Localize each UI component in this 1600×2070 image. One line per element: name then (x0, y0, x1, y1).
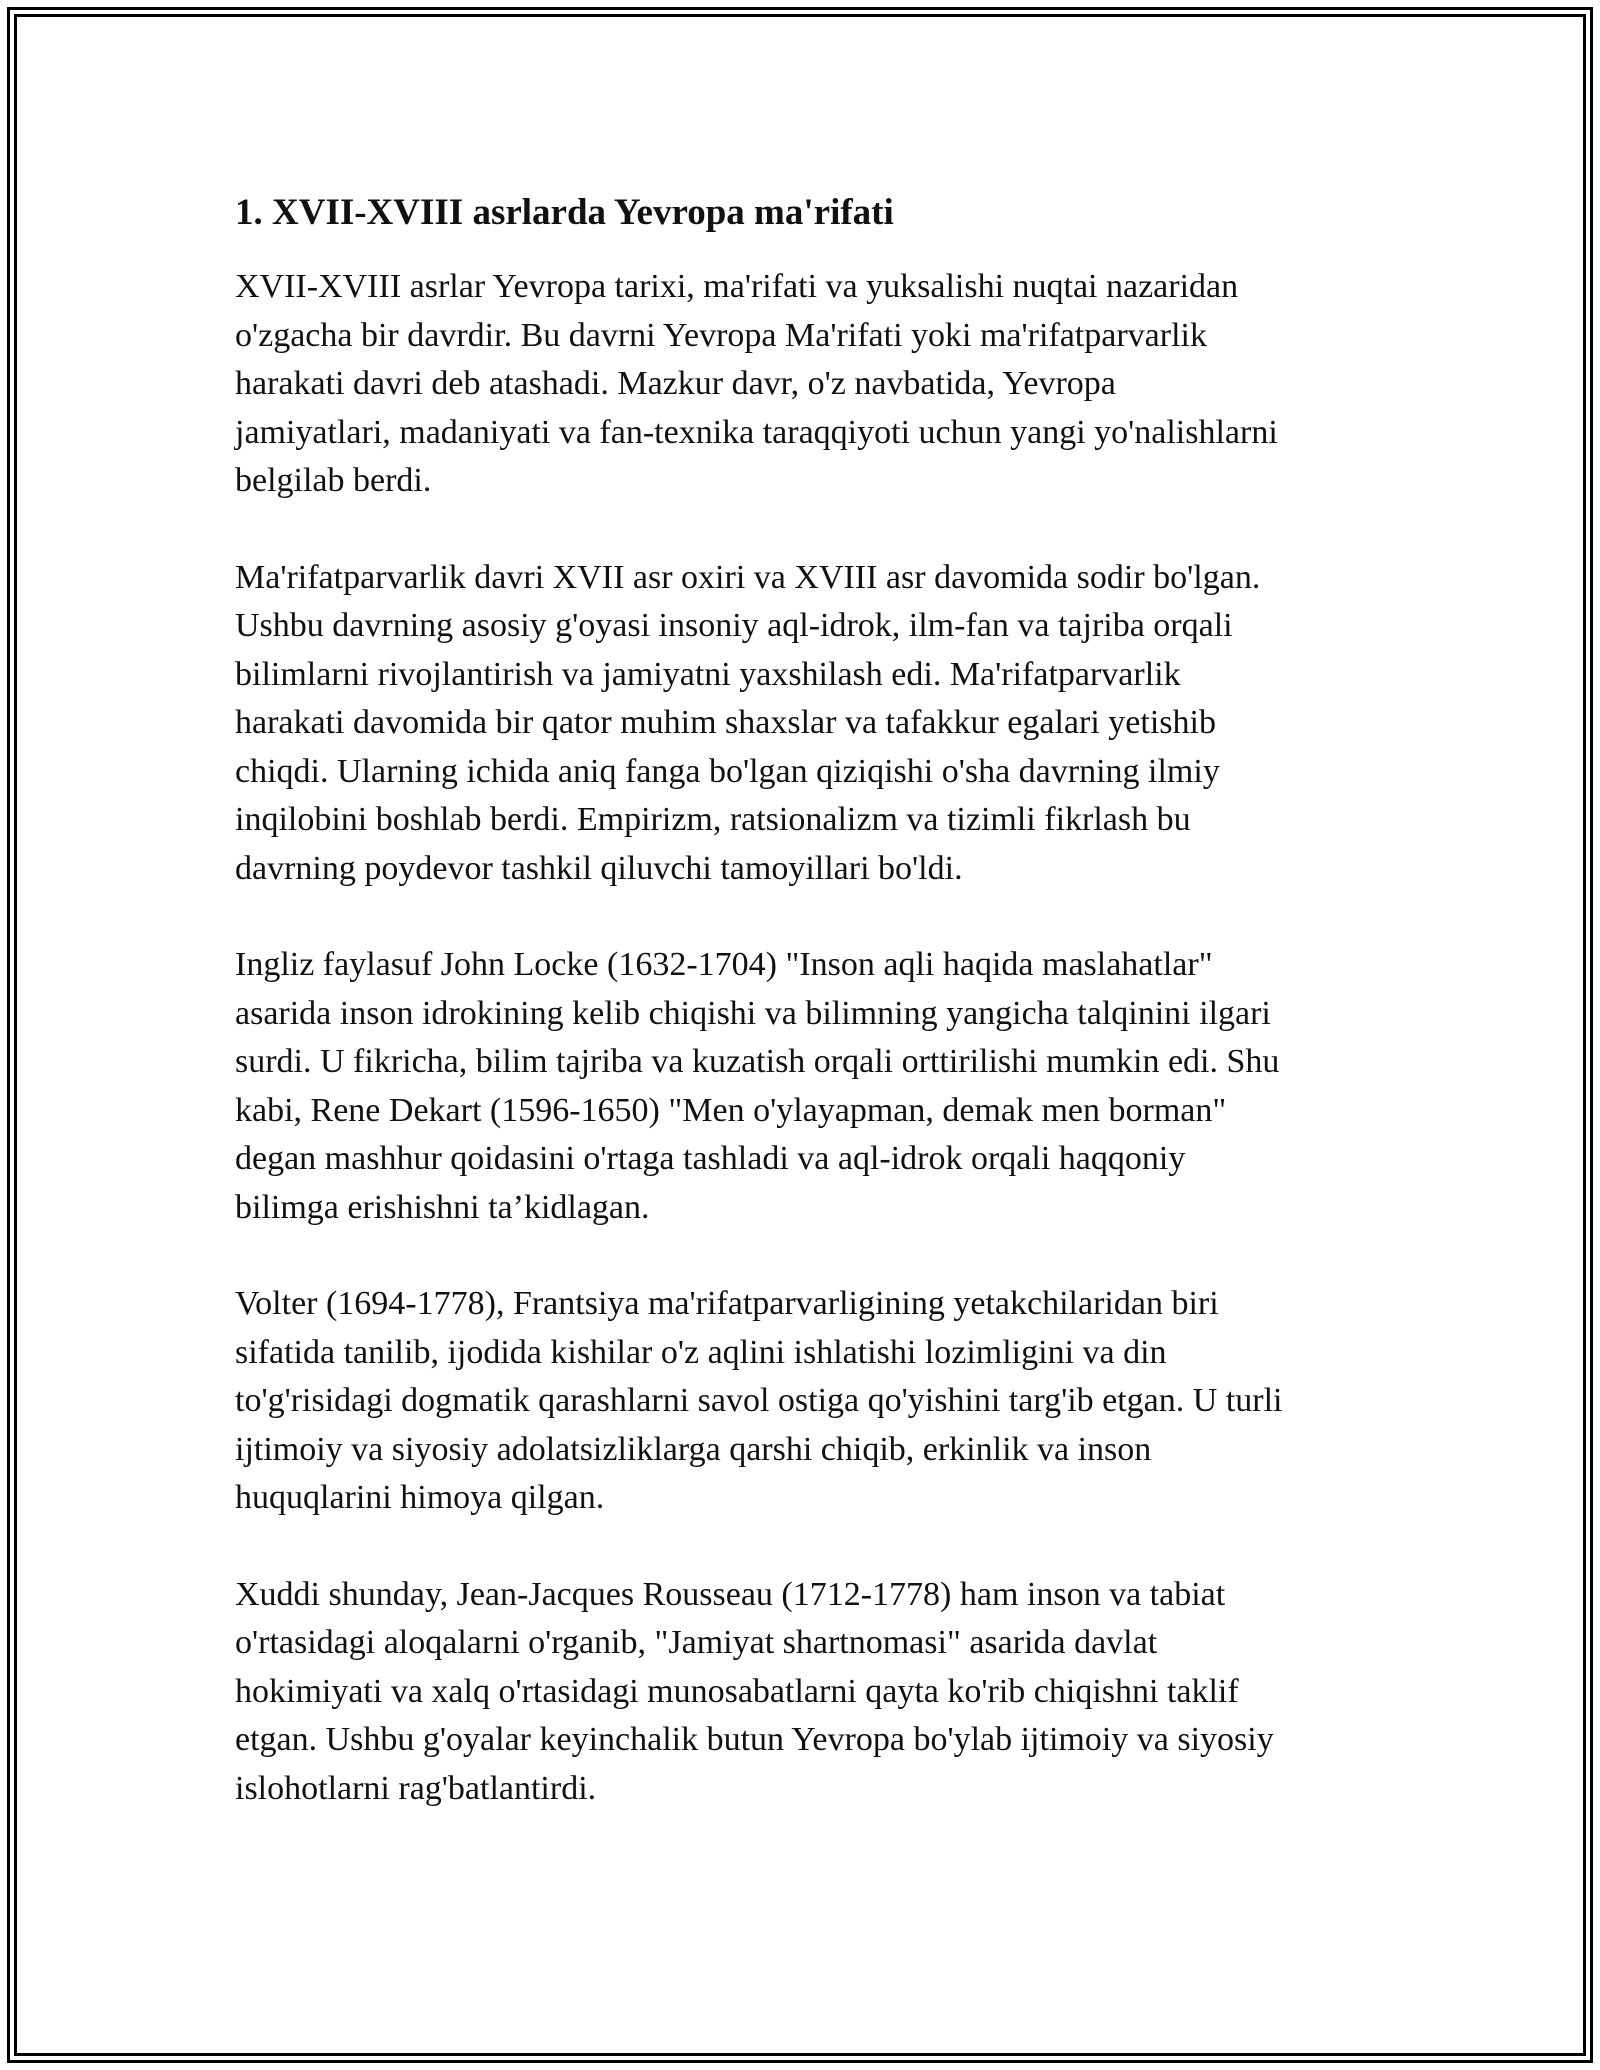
paragraph-line: chiqdi. Ularning ichida aniq fanga bo'lgan qiziqishi o'sha davrning ilmiy (235, 752, 1220, 790)
paragraph-line: Ushbu davrning asosiy g'oyasi insoniy aql-idrok, ilm-fan va tajriba orqali (235, 607, 1233, 644)
paragraph-1 (235, 263, 1380, 506)
document-title: 1. XVII-XVIII asrlarda Yevropa ma'rifati (235, 192, 894, 233)
paragraph-line: Ingliz faylasuf John Locke (1632-1704) "Inson aqli haqida maslahatlar" (235, 946, 1213, 983)
paragraph-line: o'zgacha bir davrdir. Bu davrni Yevropa Ma'rifati yoki ma'rifatparvarlik (235, 316, 1207, 354)
paragraph-line: ijtimoiy va siyosiy adolatsizliklarga qarshi chiqib, erkinlik va inson (235, 1430, 1152, 1468)
paragraph-line: hokimiyati va xalq o'rtasidagi munosabatlarni qayta ko'rib chiqishni taklif (235, 1672, 1239, 1710)
paragraph-line: harakati davomida bir qator muhim shaxslar va tafakkur egalari yetishib (235, 704, 1216, 741)
paragraph-line: inqilobini boshlab berdi. Empirizm, ratsionalizm va tizimli fikrlash bu (235, 801, 1191, 838)
paragraph-line: to'g'risidagi dogmatik qarashlarni savol ostiga qo'yishini targ'ib etgan. U turli (235, 1382, 1283, 1419)
paragraph-line: huquqlarini himoya qilgan. (235, 1479, 605, 1516)
paragraph-line: belgilab berdi. (235, 462, 432, 499)
paragraph-line: degan mashhur qoidasini o'rtaga tashladi va aql-idrok orqali haqqoniy (235, 1140, 1186, 1177)
paragraph-line: bilimga erishishni ta’kidlagan. (235, 1188, 650, 1226)
paragraph-line: bilimlarni rivojlantirish va jamiyatni yaxshilash edi. Ma'rifatparvarlik (235, 655, 1181, 693)
paragraph-line: Volter (1694-1778), Frantsiya ma'rifatparvarligining yetakchilaridan biri (235, 1285, 1219, 1322)
paragraph-5 (235, 1571, 1380, 1814)
paragraph-line: Ma'rifatparvarlik davri XVII asr oxiri va XVIII asr davomida sodir bo'lgan. (235, 558, 1261, 596)
paragraph-2 (235, 554, 1380, 894)
paragraph-3 (235, 941, 1380, 1232)
paragraph-line: XVII-XVIII asrlar Yevropa tarixi, ma'rifati va yuksalishi nuqtai nazaridan (235, 268, 1239, 305)
paragraph-line: o'rtasidagi aloqalarni o'rganib, "Jamiyat shartnomasi" asarida davlat (235, 1624, 1158, 1661)
paragraph-line: jamiyatlari, madaniyati va fan-texnika taraqqiyoti uchun yangi yo'nalishlarni (235, 413, 1278, 451)
paragraph-line: surdi. U fikricha, bilim tajriba va kuzatish orqali orttirilishi mumkin edi. Shu (235, 1043, 1280, 1080)
document-body (235, 183, 1380, 1861)
paragraph-line: harakati davri deb atashadi. Mazkur davr, o'z navbatida, Yevropa (235, 365, 1116, 402)
paragraph-line: kabi, Rene Dekart (1596-1650) "Men o'ylayapman, demak men borman" (235, 1091, 1227, 1129)
paragraph-line: davrning poydevor tashkil qiluvchi tamoyillari bo'ldi. (235, 849, 963, 887)
paragraph-4 (235, 1280, 1380, 1523)
paragraph-line: asarida inson idrokining kelib chiqishi va bilimning yangicha talqinini ilgari (235, 994, 1271, 1032)
paragraph-line: etgan. Ushbu g'oyalar keyinchalik butun Yevropa bo'ylab ijtimoiy va siyosiy (235, 1721, 1274, 1758)
paragraph-line: Xuddi shunday, Jean-Jacques Rousseau (1712-1778) ham inson va tabiat (235, 1575, 1226, 1613)
paragraph-line: sifatida tanilib, ijodida kishilar o'z aqlini ishlatishi lozimligini va din (235, 1333, 1167, 1371)
paragraph-line: islohotlarni rag'batlantirdi. (235, 1769, 597, 1807)
